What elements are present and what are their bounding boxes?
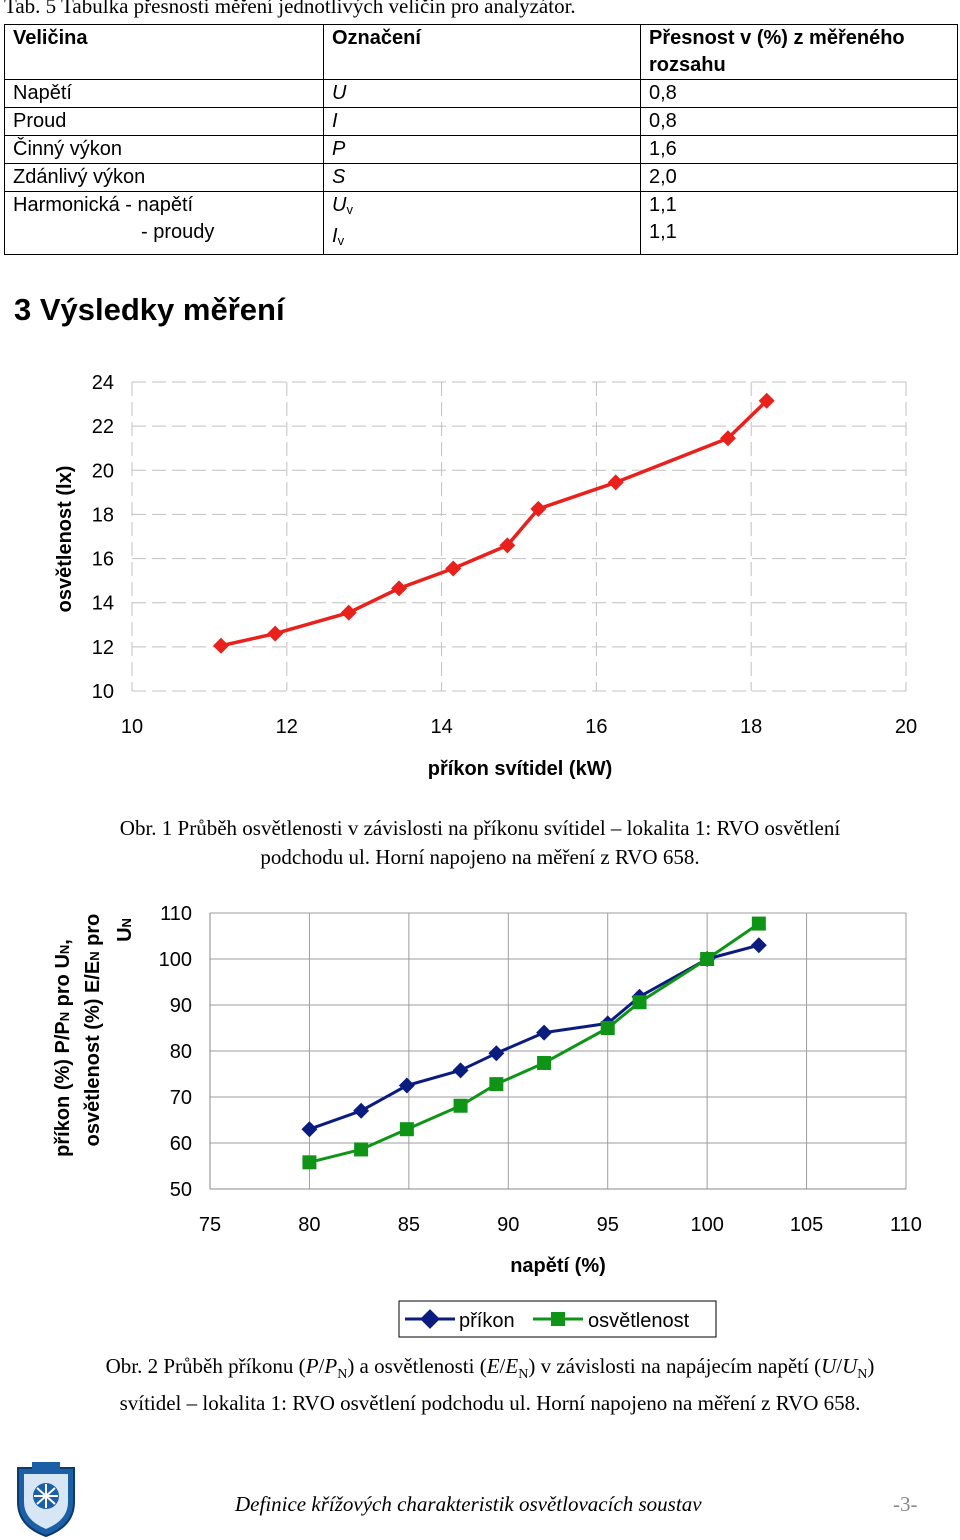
y-tick-label: 24 xyxy=(91,372,114,394)
cell-accuracy: 2,0 xyxy=(641,164,958,192)
data-point-diamond xyxy=(453,1062,469,1078)
cell-quantity xyxy=(5,192,324,255)
data-point-diamond xyxy=(213,638,229,654)
footer-title: Definice křížových charakteristik osvětlovacích soustav xyxy=(235,1492,702,1516)
x-tick-label: 100 xyxy=(690,1214,724,1236)
section-heading: 3 Výsledky měření xyxy=(14,292,285,327)
chart-illuminance-vs-power xyxy=(0,360,960,790)
y-tick-label: 16 xyxy=(91,548,114,571)
table-row xyxy=(5,108,958,136)
figure2-caption xyxy=(20,1352,960,1418)
y-tick-label: 110 xyxy=(160,903,192,925)
y-tick-label: 22 xyxy=(91,416,114,439)
legend-label-osvetlenost: osvětlenost xyxy=(588,1310,690,1332)
accuracy-table xyxy=(4,24,958,255)
data-point-square xyxy=(700,952,714,966)
header-symbol: Označení xyxy=(324,25,641,80)
data-point-diamond xyxy=(353,1103,369,1119)
harmonic-acc-voltage: 1,1 xyxy=(649,194,677,216)
cell-symbol: P xyxy=(324,136,641,164)
chart2-grid xyxy=(210,913,906,1189)
chart2-y-label-line1: příkon (%) P/PN pro UN, xyxy=(52,939,74,1157)
cell-accuracy xyxy=(641,192,958,255)
y-tick-label: 100 xyxy=(158,949,192,971)
series-line xyxy=(221,401,767,646)
data-point-diamond xyxy=(445,561,461,577)
cell-quantity: Činný výkon xyxy=(5,136,324,164)
data-point-diamond xyxy=(267,626,283,642)
harmonic-acc-current: 1,1 xyxy=(649,221,677,243)
chart-power-illuminance-vs-voltage xyxy=(0,890,960,1350)
table-caption: Tab. 5 Tabulka přesnosti měření jednotlivých veličin pro analyzátor. xyxy=(4,0,576,18)
x-tick-label: 12 xyxy=(275,716,298,738)
series-line xyxy=(309,945,758,1129)
cell-quantity: Zdánlivý výkon xyxy=(5,164,324,192)
chart2-y-label-line2: osvětlenost (%) E/EN pro xyxy=(82,913,104,1147)
y-tick-label: 12 xyxy=(91,636,114,659)
y-tick-label: 90 xyxy=(169,995,192,1017)
chart2-x-ticks xyxy=(199,1214,922,1236)
chart2-y-axis-label xyxy=(52,914,136,1157)
data-point-square xyxy=(400,1122,414,1136)
data-point-square xyxy=(752,917,766,931)
data-point-diamond xyxy=(391,580,407,596)
x-tick-label: 80 xyxy=(298,1214,321,1236)
data-point-diamond xyxy=(751,937,767,953)
page-number: -3- xyxy=(893,1492,918,1516)
cell-symbol: I xyxy=(324,108,641,136)
table-row xyxy=(5,80,958,108)
data-point-square xyxy=(454,1099,468,1113)
x-tick-label: 18 xyxy=(740,716,763,738)
x-tick-label: 85 xyxy=(397,1214,420,1236)
chart2-legend xyxy=(399,1301,716,1337)
y-tick-label: 20 xyxy=(91,460,114,483)
table-row xyxy=(5,192,958,255)
data-point-square xyxy=(302,1155,316,1169)
data-point-diamond xyxy=(341,605,357,621)
chart2-y-ticks xyxy=(159,903,192,1201)
figure1-caption xyxy=(40,814,920,872)
chart1-series xyxy=(213,393,775,654)
harmonic-symbol-i: I xyxy=(332,225,338,247)
cell-accuracy: 0,8 xyxy=(641,80,958,108)
x-tick-label: 14 xyxy=(430,716,453,738)
legend-marker-square xyxy=(551,1312,565,1326)
chart1-y-axis-label: osvětlenost (lx) xyxy=(54,465,76,613)
figure1-caption-line1: Obr. 1 Průběh osvětlenosti v závislosti na příkonu svítidel – lokalita 1: RVO osvětlení xyxy=(119,816,841,840)
data-point-square xyxy=(354,1142,368,1156)
y-tick-label: 60 xyxy=(169,1133,192,1155)
cell-quantity: Napětí xyxy=(5,80,324,108)
data-point-diamond xyxy=(301,1121,317,1137)
x-tick-label: 16 xyxy=(585,716,608,738)
data-point-diamond xyxy=(399,1078,415,1094)
chart1-x-axis-label: příkon svítidel (kW) xyxy=(427,758,613,780)
figure2-caption-line2: svítidel – lokalita 1: RVO osvětlení podchodu ul. Horní napojeno na měření z RVO 658. xyxy=(119,1391,861,1416)
chart1-y-ticks xyxy=(92,372,114,703)
y-tick-label: 18 xyxy=(91,504,114,527)
y-tick-label: 70 xyxy=(169,1087,192,1109)
chart1-grid xyxy=(132,382,906,691)
table-row xyxy=(5,136,958,164)
chart2-series xyxy=(301,917,766,1170)
data-point-square xyxy=(537,1056,551,1070)
university-logo xyxy=(14,1462,78,1538)
legend-label-prikon: příkon xyxy=(459,1310,515,1332)
harmonic-symbol-u-sub: v xyxy=(346,202,353,217)
x-tick-label: 105 xyxy=(789,1214,824,1236)
table-row xyxy=(5,164,958,192)
data-point-diamond xyxy=(608,474,624,490)
x-tick-label: 10 xyxy=(120,716,144,738)
harmonic-label-current: - proudy xyxy=(141,221,215,243)
data-point-square xyxy=(633,995,647,1009)
cell-accuracy: 0,8 xyxy=(641,108,958,136)
chart2-x-axis-label: napětí (%) xyxy=(510,1255,606,1277)
harmonic-label-voltage: Harmonická - napětí xyxy=(13,194,194,216)
x-tick-label: 95 xyxy=(596,1214,619,1236)
header-quantity: Veličina xyxy=(5,25,324,80)
x-tick-label: 90 xyxy=(497,1214,520,1236)
cell-accuracy: 1,6 xyxy=(641,136,958,164)
x-tick-label: 20 xyxy=(894,716,918,738)
harmonic-symbol-i-sub: v xyxy=(337,233,345,248)
y-tick-label: 10 xyxy=(91,681,114,703)
x-tick-label: 75 xyxy=(198,1214,222,1236)
chart2-y-label-line3: UN xyxy=(114,918,136,942)
harmonic-symbol-u: U xyxy=(332,194,347,216)
data-point-square xyxy=(489,1077,503,1091)
data-point-diamond xyxy=(536,1025,552,1041)
chart1-x-ticks xyxy=(121,716,917,738)
cell-quantity: Proud xyxy=(5,108,324,136)
cell-symbol xyxy=(324,192,641,255)
data-point-square xyxy=(601,1021,615,1035)
figure2-caption-line1: Obr. 2 Průběh příkonu $(P/P_N)$ a osvětlenosti $(E/E_N)$ v závislosti na napájecím napětí $(U/U_N)$ xyxy=(105,1354,875,1383)
y-tick-label: 50 xyxy=(169,1179,192,1201)
figure1-caption-line2: podchodu ul. Horní napojeno na měření z RVO 658. xyxy=(260,845,700,869)
y-tick-label: 14 xyxy=(91,592,114,615)
x-tick-label: 110 xyxy=(890,1214,922,1236)
y-tick-label: 80 xyxy=(169,1041,192,1063)
data-point-diamond xyxy=(488,1045,504,1061)
cell-symbol: U xyxy=(324,80,641,108)
cell-symbol: S xyxy=(324,164,641,192)
header-accuracy: Přesnost v (%) z měřeného rozsahu xyxy=(641,25,958,80)
